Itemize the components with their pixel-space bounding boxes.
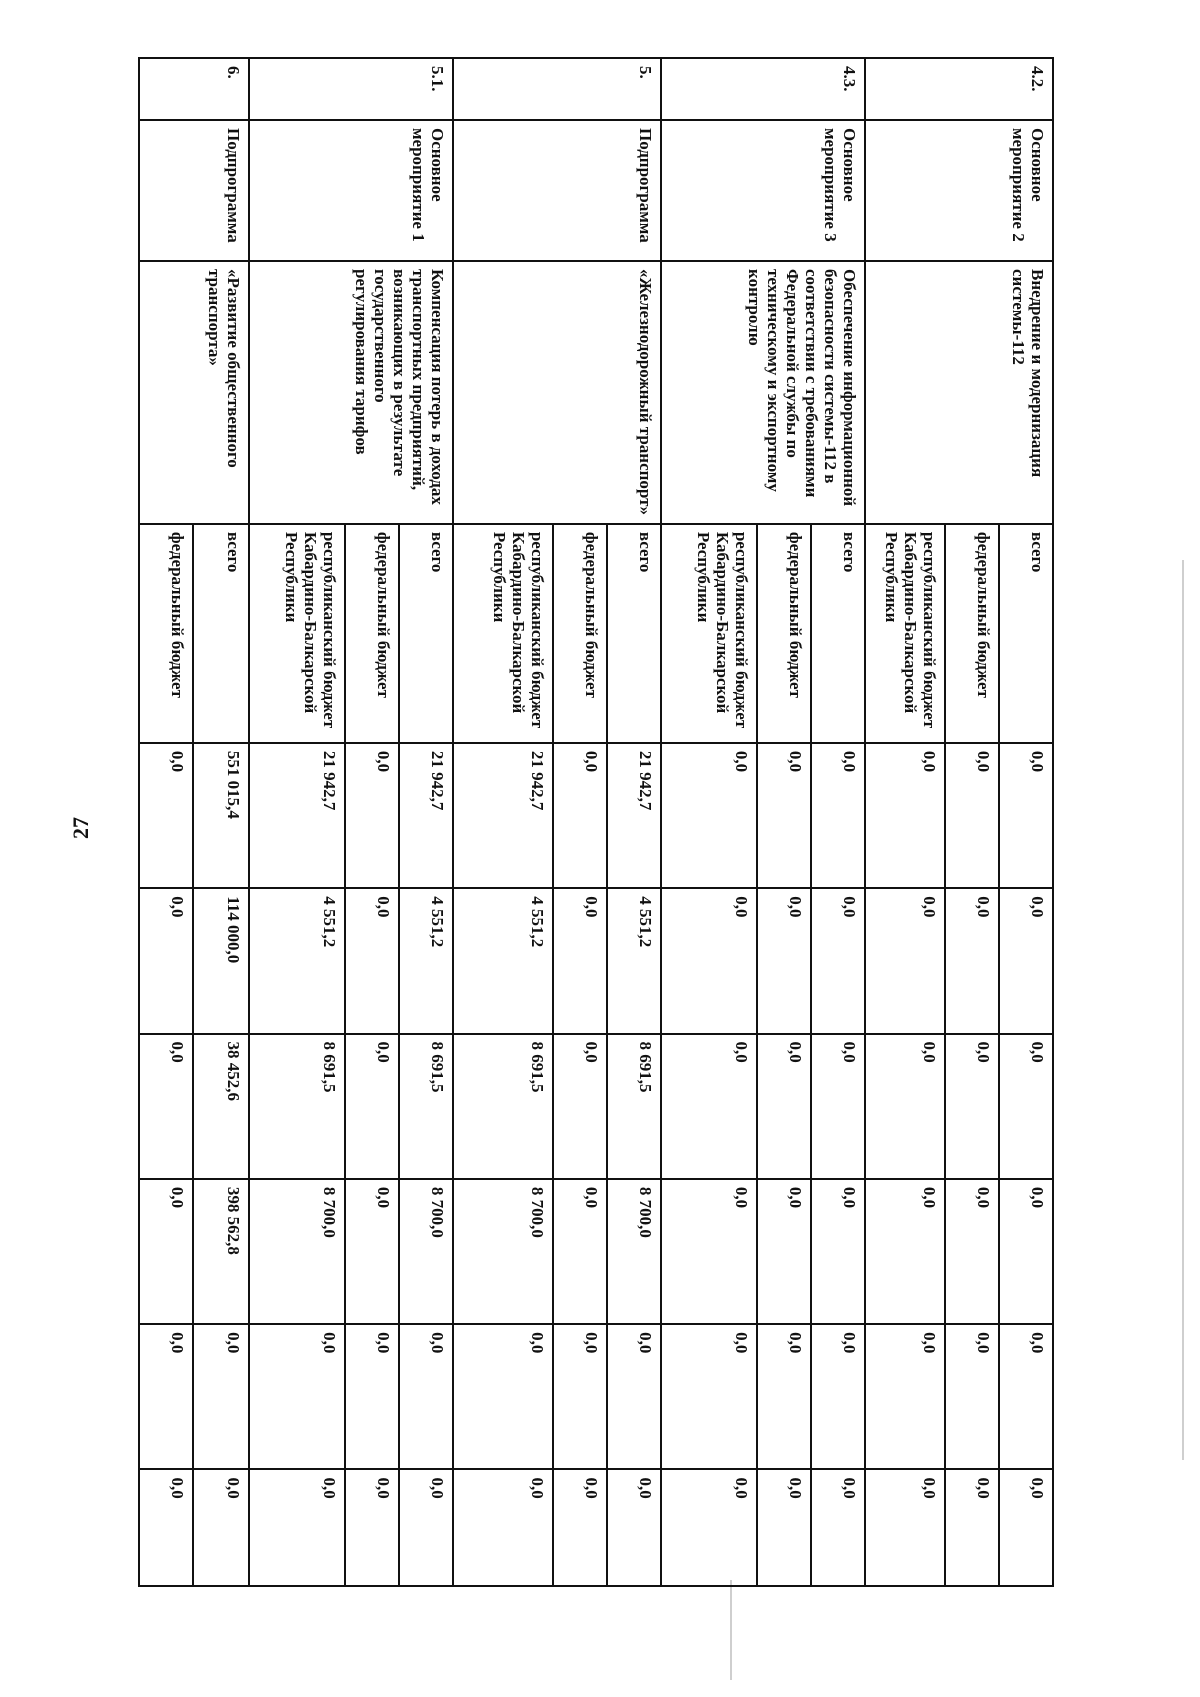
amount-cell: 4 551,2 [607, 888, 661, 1033]
amount-cell: 21 942,7 [399, 743, 453, 888]
amount-cell: 0,0 [193, 1324, 249, 1469]
scan-artifact-line [730, 1580, 732, 1680]
funding-source: федеральный бюджет [345, 524, 399, 743]
scan-artifact-line [1182, 560, 1184, 1460]
amount-cell: 0,0 [139, 1034, 193, 1179]
row-name: «Развитие общественного транспорта» [139, 261, 249, 524]
amount-cell: 0,0 [553, 1034, 607, 1179]
page-number: 27 [68, 817, 93, 839]
amount-cell: 8 691,5 [399, 1034, 453, 1179]
row-type: Подпрограмма [453, 120, 661, 261]
amount-cell: 0,0 [661, 1324, 757, 1469]
table-row [607, 58, 661, 1586]
amount-cell: 0,0 [757, 1324, 811, 1469]
amount-cell: 8 691,5 [453, 1034, 553, 1179]
funding-source: всего [999, 524, 1053, 743]
funding-source: федеральный бюджет [553, 524, 607, 743]
funding-source: всего [607, 524, 661, 743]
amount-cell: 0,0 [865, 1324, 945, 1469]
amount-cell: 0,0 [193, 1469, 249, 1586]
row-type: Подпрограмма [139, 120, 249, 261]
amount-cell: 0,0 [999, 1179, 1053, 1324]
amount-cell: 0,0 [453, 1324, 553, 1469]
amount-cell: 0,0 [607, 1469, 661, 1586]
amount-cell: 0,0 [865, 1179, 945, 1324]
amount-cell: 0,0 [661, 888, 757, 1033]
amount-cell: 0,0 [661, 1179, 757, 1324]
amount-cell: 0,0 [249, 1469, 345, 1586]
amount-cell: 0,0 [865, 1469, 945, 1586]
amount-cell: 0,0 [345, 1179, 399, 1324]
funding-source: республиканский бюджет Кабардино-Балкарской Республики [249, 524, 345, 743]
amount-cell: 0,0 [999, 743, 1053, 888]
amount-cell: 4 551,2 [399, 888, 453, 1033]
row-name: Компенсация потерь в доходах транспортных предприятий, возникающих в результате государственного регулирования тарифов [249, 261, 453, 524]
amount-cell: 8 700,0 [249, 1179, 345, 1324]
row-type: Основное мероприятие 1 [249, 120, 453, 261]
amount-cell: 0,0 [139, 1469, 193, 1586]
amount-cell: 0,0 [553, 1469, 607, 1586]
funding-source: республиканский бюджет Кабардино-Балкарской Республики [865, 524, 945, 743]
amount-cell: 8 700,0 [399, 1179, 453, 1324]
amount-cell: 0,0 [553, 743, 607, 888]
row-type: Основное мероприятие 3 [661, 120, 865, 261]
row-name: Обеспечение информационной безопасности системы-112 в соответствии с требованиями Федеральной службы по техническому и экспортному контролю [661, 261, 865, 524]
amount-cell: 0,0 [999, 1324, 1053, 1469]
amount-cell: 0,0 [757, 743, 811, 888]
funding-source: федеральный бюджет [945, 524, 999, 743]
row-name: Внедрение и модернизация системы-112 [865, 261, 1053, 524]
amount-cell: 21 942,7 [607, 743, 661, 888]
row-type: Основное мероприятие 2 [865, 120, 1053, 261]
amount-cell: 0,0 [811, 888, 865, 1033]
amount-cell: 0,0 [757, 1034, 811, 1179]
table-row [399, 58, 453, 1586]
funding-source: всего [811, 524, 865, 743]
amount-cell: 0,0 [139, 888, 193, 1033]
amount-cell: 21 942,7 [453, 743, 553, 888]
amount-cell: 0,0 [811, 1179, 865, 1324]
funding-source: всего [399, 524, 453, 743]
amount-cell: 0,0 [139, 1324, 193, 1469]
amount-cell: 8 691,5 [249, 1034, 345, 1179]
amount-cell: 0,0 [811, 1469, 865, 1586]
amount-cell: 0,0 [811, 743, 865, 888]
amount-cell: 0,0 [945, 1179, 999, 1324]
row-number: 6. [139, 58, 249, 120]
amount-cell: 0,0 [139, 1179, 193, 1324]
funding-source: республиканский бюджет Кабардино-Балкарской Республики [661, 524, 757, 743]
amount-cell: 8 700,0 [453, 1179, 553, 1324]
row-name: «Железнодорожный транспорт» [453, 261, 661, 524]
amount-cell: 0,0 [945, 1469, 999, 1586]
amount-cell: 8 700,0 [607, 1179, 661, 1324]
amount-cell: 0,0 [553, 1324, 607, 1469]
amount-cell: 38 452,6 [193, 1034, 249, 1179]
amount-cell: 0,0 [345, 1324, 399, 1469]
amount-cell: 0,0 [999, 1469, 1053, 1586]
amount-cell: 0,0 [453, 1469, 553, 1586]
funding-source: всего [193, 524, 249, 743]
amount-cell: 0,0 [661, 1469, 757, 1586]
funding-source: федеральный бюджет [757, 524, 811, 743]
amount-cell: 0,0 [811, 1034, 865, 1179]
amount-cell: 8 691,5 [607, 1034, 661, 1179]
amount-cell: 4 551,2 [249, 888, 345, 1033]
amount-cell: 398 562,8 [193, 1179, 249, 1324]
amount-cell: 0,0 [945, 1324, 999, 1469]
amount-cell: 0,0 [553, 1179, 607, 1324]
amount-cell: 0,0 [865, 888, 945, 1033]
amount-cell: 0,0 [345, 743, 399, 888]
row-number: 4.2. [865, 58, 1053, 120]
table-row [999, 58, 1053, 1586]
amount-cell: 0,0 [661, 743, 757, 888]
amount-cell: 21 942,7 [249, 743, 345, 888]
amount-cell: 0,0 [757, 888, 811, 1033]
amount-cell: 0,0 [945, 888, 999, 1033]
table-body [139, 58, 1053, 1586]
amount-cell: 0,0 [757, 1469, 811, 1586]
amount-cell: 0,0 [865, 743, 945, 888]
amount-cell: 0,0 [249, 1324, 345, 1469]
amount-cell: 0,0 [553, 888, 607, 1033]
amount-cell: 0,0 [607, 1324, 661, 1469]
amount-cell: 0,0 [139, 743, 193, 888]
amount-cell: 0,0 [399, 1469, 453, 1586]
amount-cell: 0,0 [865, 1034, 945, 1179]
amount-cell: 114 000,0 [193, 888, 249, 1033]
amount-cell: 0,0 [757, 1179, 811, 1324]
amount-cell: 4 551,2 [453, 888, 553, 1033]
amount-cell: 0,0 [999, 888, 1053, 1033]
row-number: 4.3. [661, 58, 865, 120]
row-number: 5.1. [249, 58, 453, 120]
funding-source: федеральный бюджет [139, 524, 193, 743]
funding-source: республиканский бюджет Кабардино-Балкарской Республики [453, 524, 553, 743]
budget-table [138, 57, 1054, 1587]
amount-cell: 0,0 [945, 1034, 999, 1179]
amount-cell: 0,0 [661, 1034, 757, 1179]
amount-cell: 551 015,4 [193, 743, 249, 888]
table-row [193, 58, 249, 1586]
amount-cell: 0,0 [345, 1469, 399, 1586]
rotated-table-wrapper [142, 57, 1054, 1587]
table-row [811, 58, 865, 1586]
amount-cell: 0,0 [999, 1034, 1053, 1179]
amount-cell: 0,0 [399, 1324, 453, 1469]
amount-cell: 0,0 [345, 1034, 399, 1179]
amount-cell: 0,0 [345, 888, 399, 1033]
amount-cell: 0,0 [811, 1324, 865, 1469]
row-number: 5. [453, 58, 661, 120]
amount-cell: 0,0 [945, 743, 999, 888]
